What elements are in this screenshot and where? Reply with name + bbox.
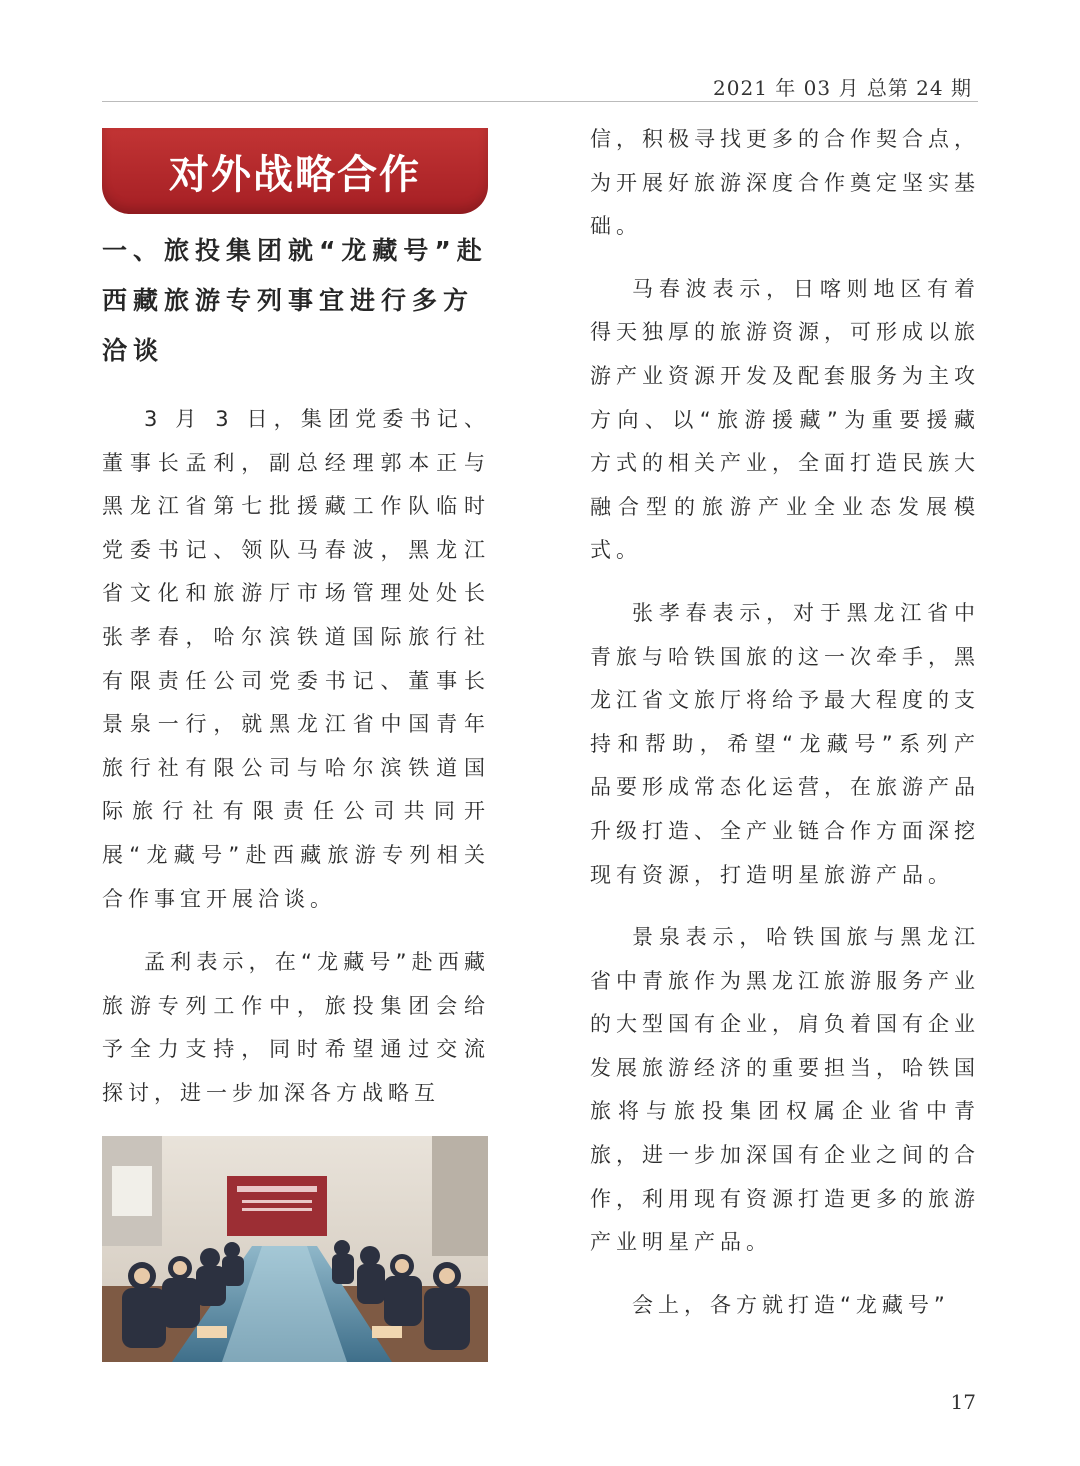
page-number: 17	[950, 1390, 976, 1414]
paragraph-6: 景泉表示，哈铁国旅与黑龙江省中青旅作为黑龙江旅游服务产业的大型国有企业，肩负着国有企业发展旅游经济的重要担当，哈铁国旅将与旅投集团权属企业省中青旅，进一步加深国有企业之间的合作，利用现有资源打造更多的旅游产业明星产品。	[590, 925, 980, 1255]
meeting-photo-illustration	[102, 1136, 488, 1362]
banner-title: 对外战略合作	[169, 151, 421, 198]
header-divider	[102, 101, 978, 102]
issue-header: 2021 年 03 月 总第 24 期	[713, 76, 972, 100]
paragraph-2: 孟利表示，在“龙藏号”赴西藏旅游专列工作中，旅投集团会给予全力支持，同时希望通过交流探讨，进一步加深各方战略互	[102, 950, 490, 1105]
paragraph-4: 马春波表示，日喀则地区有着得天独厚的旅游资源，可形成以旅游产业资源开发及配套服务为主攻方向、以“旅游援藏”为重要援藏方式的相关产业，全面打造民族大融合型的旅游产业全业态发展模式。	[590, 276, 980, 563]
left-column	[102, 226, 490, 1116]
right-column	[590, 118, 980, 1346]
paragraph-5: 张孝春表示，对于黑龙江省中青旅与哈铁国旅的这一次牵手，黑龙江省文旅厅将给予最大程度的支持和帮助，希望“龙藏号”系列产品要形成常态化运营，在旅游产品升级打造、全产业链合作方面深挖现有资源，打造明星旅游产品。	[590, 600, 980, 887]
paragraph-7: 会上，各方就打造“龙藏号”	[632, 1292, 950, 1317]
meeting-photo	[102, 1136, 488, 1362]
paragraph-1: 3 月 3 日，集团党委书记、董事长孟利，副总经理郭本正与黑龙江省第七批援藏工作队临时党委书记、领队马春波，黑龙江省文化和旅游厅市场管理处处长张孝春，哈尔滨铁道国际旅行社有限责任公司党委书记、董事长景泉一行，就黑龙江省中国青年旅行社有限公司与哈尔滨铁道国际旅行社有限责任公司共同开展“龙藏号”赴西藏旅游专列相关合作事宜开展洽谈。	[102, 407, 490, 911]
paragraph-3: 信，积极寻找更多的合作契合点，为开展好旅游深度合作奠定坚实基础。	[590, 127, 980, 239]
article-title: 一、旅投集团就“龙藏号”赴西藏旅游专列事宜进行多方洽谈	[102, 236, 488, 365]
section-banner	[102, 128, 488, 214]
